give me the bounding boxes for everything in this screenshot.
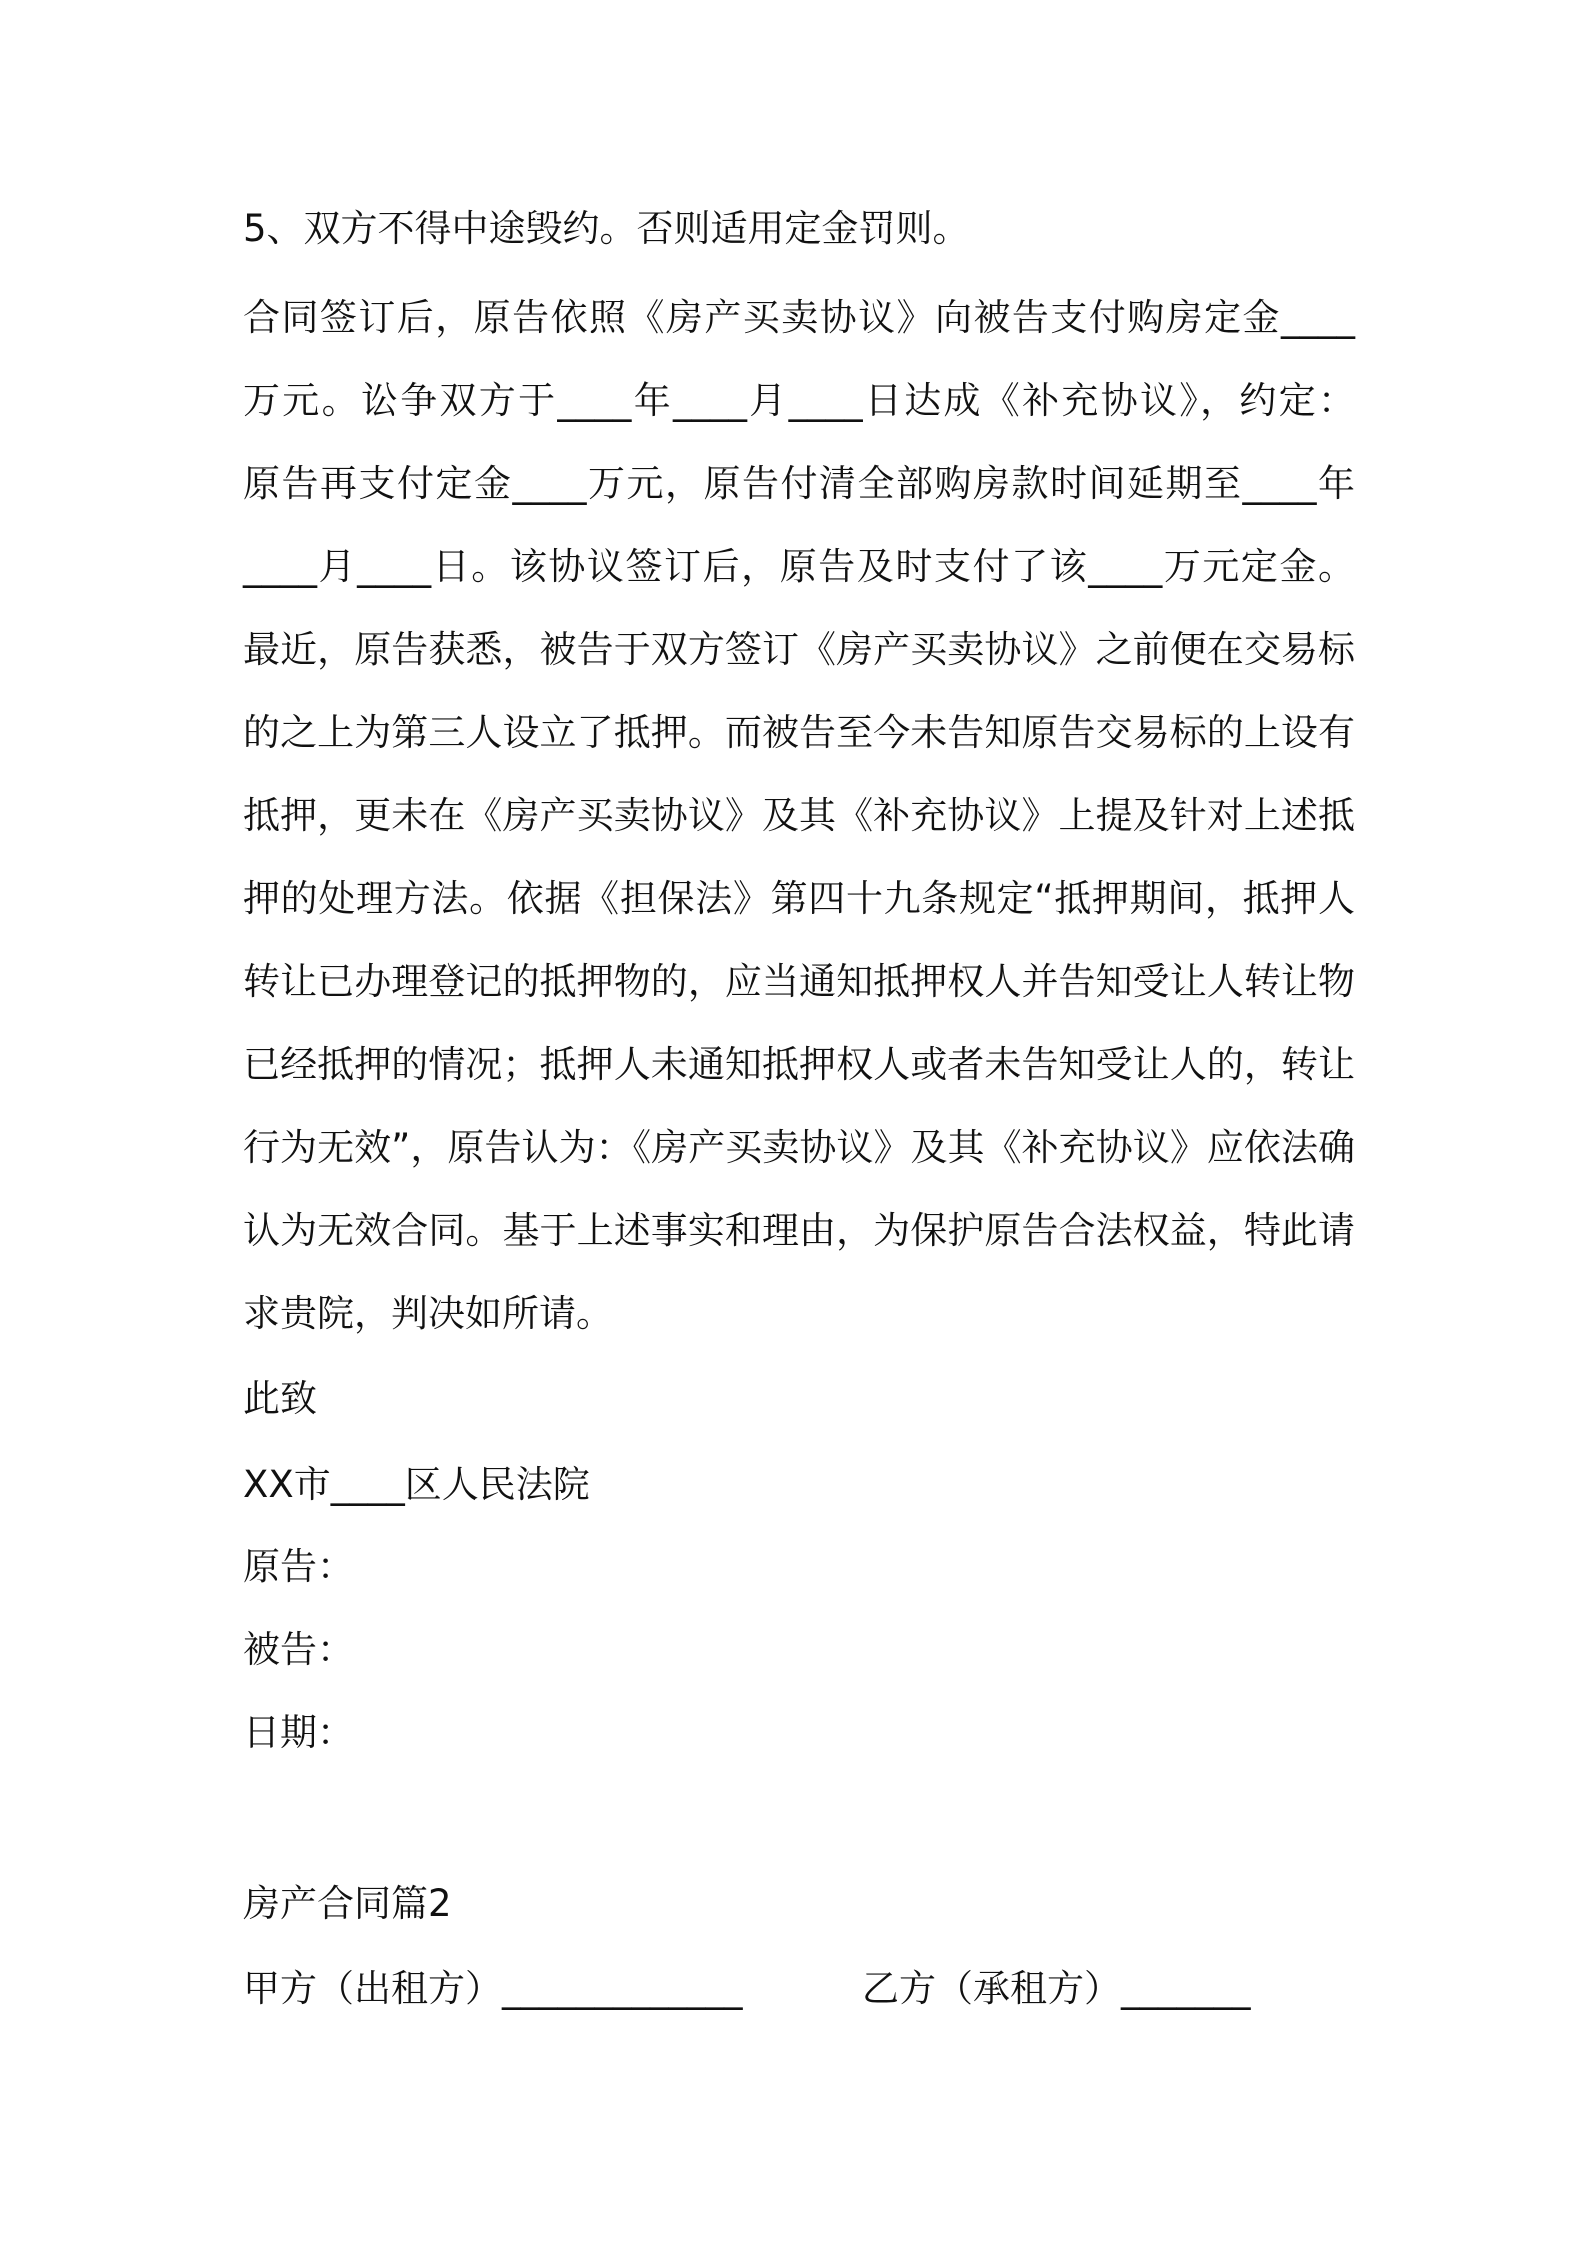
date-label: 日期： bbox=[243, 1711, 354, 1754]
body-line-10: 已经抵押的情况；抵押人未通知抵押权人或者未告知受让人的，转让 bbox=[243, 1043, 1355, 1086]
body-line-11: 行为无效”，原告认为：《房产买卖协议》及其《补充协议》应依法确 bbox=[243, 1126, 1355, 1169]
body-line-13: 求贵院，判决如所请。 bbox=[243, 1292, 613, 1335]
body-line-12: 认为无效合同。基于上述事实和理由，为保护原告合法权益，特此请 bbox=[243, 1209, 1355, 1252]
defendant-label: 被告： bbox=[243, 1628, 354, 1671]
body-line-1: 合同签订后，原告依照《房产买卖协议》向被告支付购房定金____ bbox=[243, 296, 1355, 339]
party-b-lessee: 乙方（承租方）_______ bbox=[862, 1967, 1251, 2010]
body-line-4: ____月____日。该协议签订后，原告及时支付了该____万元定金。 bbox=[243, 545, 1355, 588]
party-a-lessor: 甲方（出租方）_____________ bbox=[243, 1967, 743, 2010]
salutation: 此致 bbox=[243, 1377, 317, 1420]
body-line-7: 抵押，更未在《房产买卖协议》及其《补充协议》上提及针对上述抵 bbox=[243, 794, 1355, 837]
court-name: XX市____区人民法院 bbox=[243, 1463, 590, 1506]
body-line-9: 转让已办理登记的抵押物的，应当通知抵押权人并告知受让人转让物 bbox=[243, 960, 1355, 1003]
clause-5: 5、双方不得中途毁约。否则适用定金罚则。 bbox=[243, 207, 970, 250]
plaintiff-label: 原告： bbox=[243, 1545, 354, 1588]
body-line-3: 原告再支付定金____万元，原告付清全部购房款时间延期至____年 bbox=[243, 462, 1355, 505]
section-title: 房产合同篇2 bbox=[243, 1882, 452, 1925]
body-line-8: 押的处理方法。依据《担保法》第四十九条规定“抵押期间，抵押人 bbox=[243, 877, 1355, 920]
body-line-5: 最近，原告获悉，被告于双方签订《房产买卖协议》之前便在交易标 bbox=[243, 628, 1355, 671]
body-line-6: 的之上为第三人设立了抵押。而被告至今未告知原告交易标的上设有 bbox=[243, 711, 1355, 754]
body-line-2: 万元。讼争双方于____年____月____日达成《补充协议》，约定： bbox=[243, 379, 1355, 422]
